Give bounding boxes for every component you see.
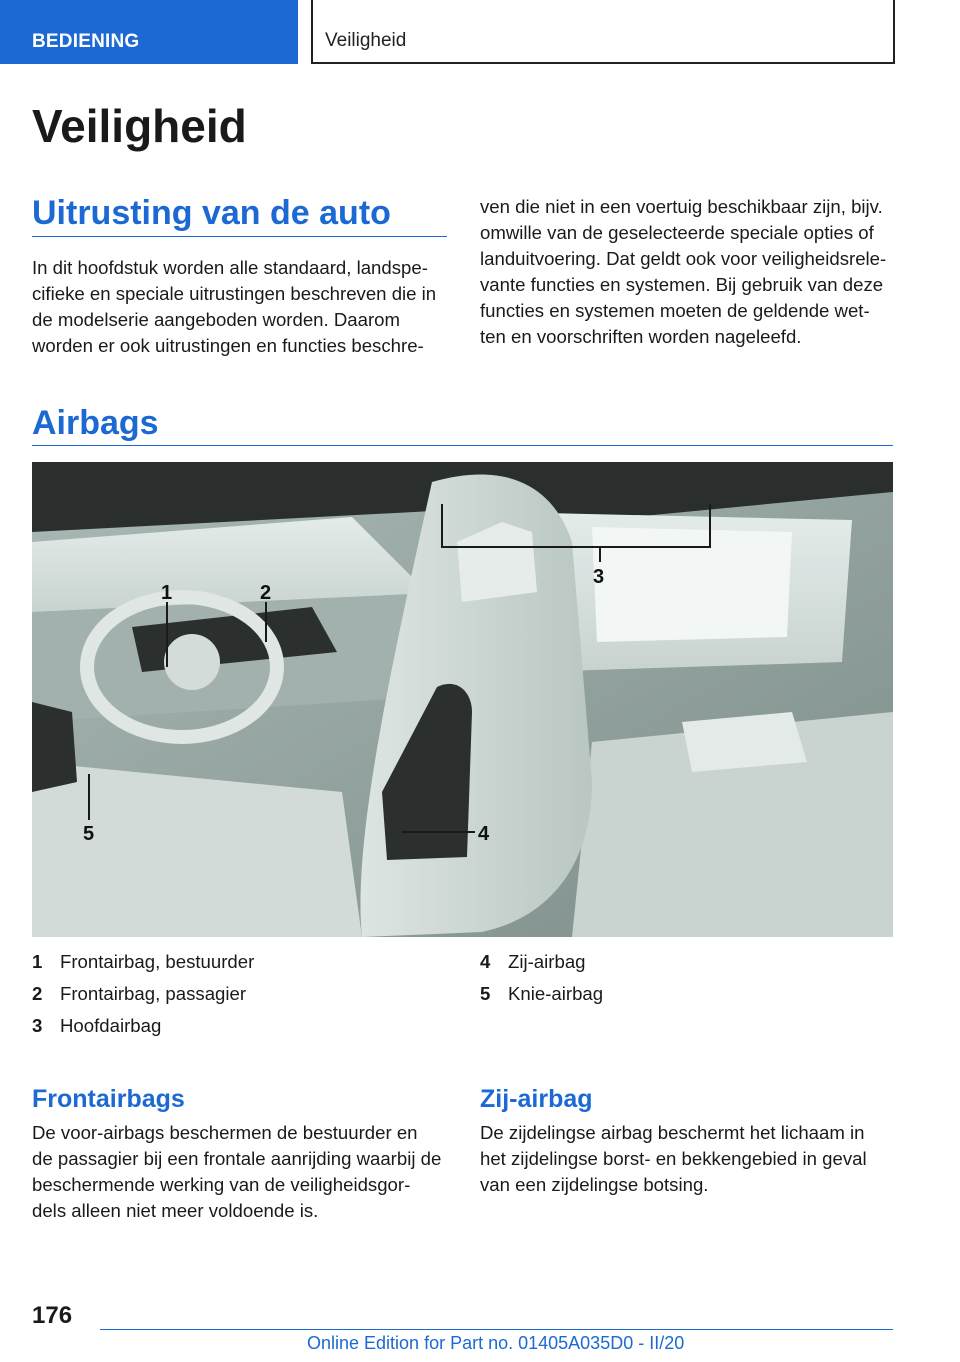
frontairbags-text: De voor-airbags beschermen de bestuurder en de passagier bij een frontale aanrijding waarbij de beschermende werking van de veiligheidsgor- dels alleen niet meer voldoende is.	[32, 1122, 442, 1221]
airbags-heading-rule	[32, 445, 893, 446]
frontairbags-heading: Frontairbags	[32, 1085, 185, 1113]
footer-rule	[100, 1329, 893, 1330]
chapter-tab: BEDIENING	[0, 0, 298, 64]
callout-3: 3	[593, 566, 605, 588]
page-number: 176	[32, 1302, 73, 1329]
airbag-interior-figure	[32, 462, 893, 937]
legend-item: 2 Frontairbag, passagier	[32, 983, 247, 1004]
airbags-heading: Airbags	[32, 404, 159, 442]
equipment-heading-rule	[32, 236, 447, 237]
equipment-text-col2: ven die niet in een voertuig beschikbaar zijn, bijv. omwille van de geselecteerde speciale opties of landuitvoering. Dat geldt ook voor veiligheidsrele- vante functies en systemen. Bij gebruik van deze functies en systemen moeten de geldende wet- ten en voorschriften worden nageleefd.	[480, 196, 887, 347]
equipment-heading: Uitrusting van de auto	[32, 194, 391, 232]
legend-item: 1 Frontairbag, bestuurder	[32, 951, 255, 972]
page-title: Veiligheid	[32, 100, 247, 152]
callout-5: 5	[83, 823, 95, 845]
airbag-legend-left	[32, 951, 254, 1047]
callout-1: 1	[161, 582, 173, 604]
zijairbag-text: De zijdelingse airbag beschermt het lichaam in het zijdelingse borst- en bekkengebied in geval van een zijdelingse botsing.	[480, 1122, 867, 1195]
legend-item: 3 Hoofdairbag	[32, 1015, 162, 1036]
legend-item: 4 Zij-airbag	[480, 951, 586, 972]
zijairbag-heading: Zij-airbag	[480, 1085, 593, 1113]
callout-2: 2	[260, 582, 272, 604]
callout-4: 4	[478, 823, 490, 845]
equipment-text-col1: In dit hoofdstuk worden alle standaard, landspe- cifieke en speciale uitrustingen beschreven die in de modelserie aangeboden worden. Daarom worden er ook uitrustingen en functies beschre-	[32, 257, 437, 356]
airbag-legend-right	[480, 951, 603, 1015]
edition-footer: Online Edition for Part no. 01405A035D0 - II/20	[307, 1333, 685, 1353]
section-header: Veiligheid	[311, 0, 895, 64]
legend-item: 5 Knie-airbag	[480, 983, 604, 1004]
